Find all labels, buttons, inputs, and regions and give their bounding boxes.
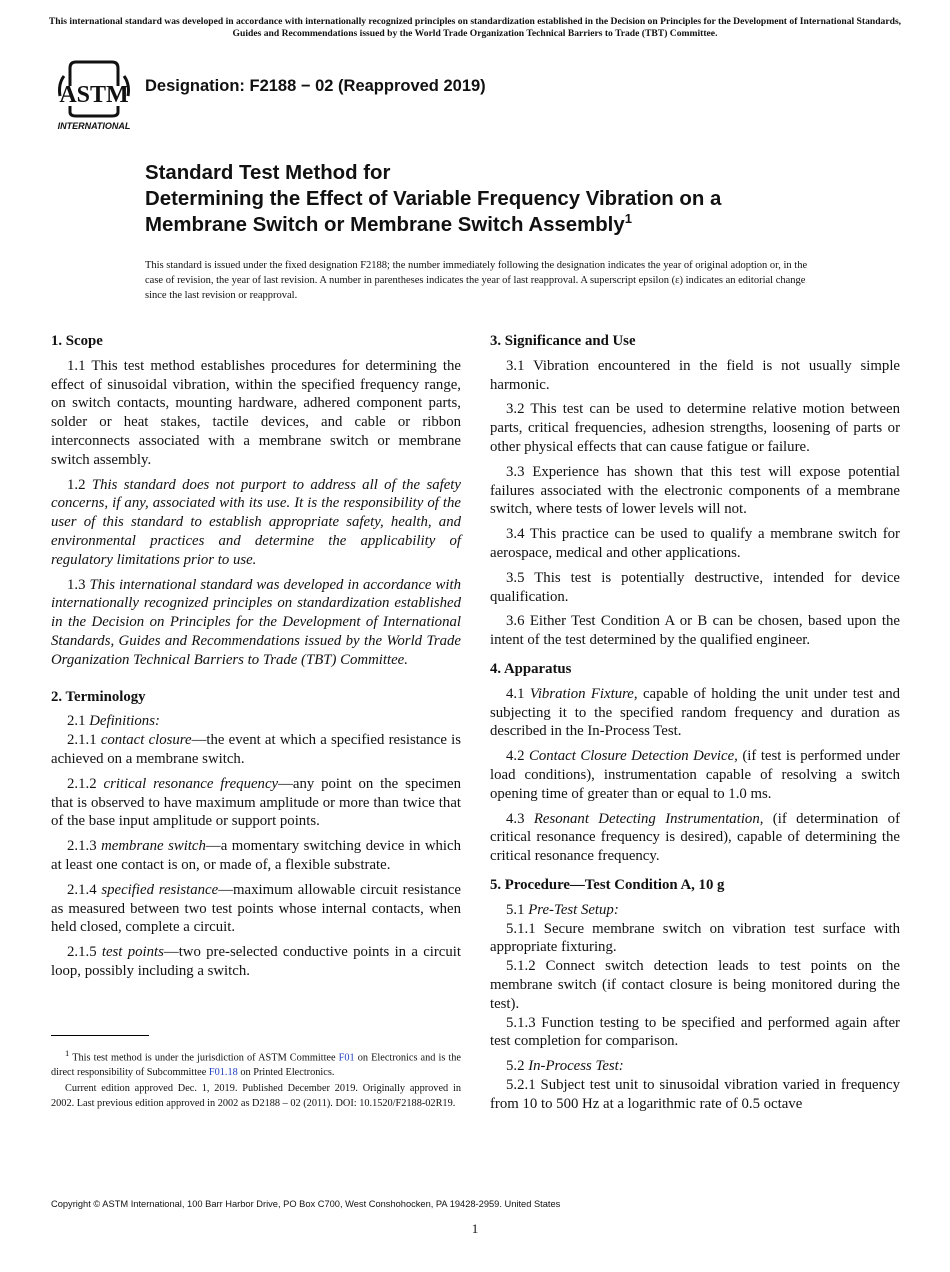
paragraph-text: Definitions: — [89, 713, 160, 730]
copyright-notice: Copyright © ASTM International, 100 Barr Harbor Drive, PO Box C700, West Conshohocken, PA 19428-2959. United States — [51, 1199, 561, 1209]
footnote-edition: Current edition approved Dec. 1, 2019. Published December 2019. Originally approved in 2002. Last previous edition approved in 2002 as D2188 – 02 (2011). DOI: 10.1520/F2188-02R19. — [51, 1083, 461, 1109]
paragraph-number: 2.1.1 — [67, 732, 97, 749]
footnote-mark: 1 — [65, 1048, 70, 1058]
designation: Designation: F2188 − 02 (Reapproved 2019) — [145, 77, 486, 95]
paragraph-number: 5.1 — [506, 901, 525, 918]
paragraph-1-3 — [51, 576, 461, 670]
paragraph-2-1 — [51, 712, 461, 731]
paragraph-4-2 — [490, 747, 900, 803]
definition-test-points — [51, 943, 461, 981]
paragraph-5-2-1: 5.2.1 Subject test unit to sinusoidal vibration varied in frequency from 10 to 500 Hz at a logarithmic rate of 0.5 octave — [490, 1076, 900, 1112]
footnote-text: on Electronics and is the direct responsibility of Subcommittee — [51, 1052, 462, 1078]
section-heading-scope: 1. Scope — [51, 333, 103, 349]
paragraph-number: 2.1.4 — [67, 881, 97, 898]
paragraph-text: Pre-Test Setup: — [528, 901, 619, 918]
logo-subtext: INTERNATIONAL — [57, 121, 131, 131]
title-line-2: Determining the Effect of Variable Frequency Vibration on a — [145, 188, 722, 210]
right-column — [490, 332, 900, 1119]
paragraph-4-1 — [490, 685, 900, 741]
paragraph-text: capable of holding the unit under test and subjecting it to the specified random frequency and duration as described in the In-Process Test. — [490, 685, 900, 740]
astm-logo — [52, 56, 136, 132]
paragraph-3-5: 3.5 This test is potentially destructive, intended for device qualification. — [490, 569, 900, 605]
paragraph-text: In-Process Test: — [528, 1058, 624, 1075]
paragraph-number: 1.2 — [67, 476, 86, 493]
definition-membrane-switch — [51, 837, 461, 875]
committee-link[interactable]: F01 — [338, 1052, 355, 1064]
paragraph-number: 4.1 — [506, 685, 525, 702]
footnote-text: This test method is under the jurisdiction of ASTM Committee — [72, 1052, 339, 1064]
definition-contact-closure — [51, 731, 461, 769]
paragraph-number: 1.3 — [67, 576, 86, 593]
paragraph-5-1 — [490, 901, 900, 920]
paragraph-3-2: 3.2 This test can be used to determine relative motion between parts, critical frequencies, adhesion strengths, loosening of parts or other physical effects that can cause fatigue or failure. — [490, 401, 900, 455]
paragraph-number: 4.3 — [506, 810, 525, 827]
term: Vibration Fixture, — [529, 685, 638, 702]
term: critical resonance frequency — [103, 775, 279, 792]
term: specified resistance — [101, 881, 219, 898]
paragraph-number: 4.2 — [506, 748, 525, 765]
paragraph-number: 2.1.5 — [67, 944, 97, 961]
definition-text: —a momentary switching device in which at least one contact is on, or made of, a flexible substrate. — [51, 838, 462, 873]
paragraph-3-6: 3.6 Either Test Condition A or B can be chosen, based upon the intent of the test determined by the qualified engineer. — [490, 613, 900, 649]
title-footnote-mark: 1 — [624, 211, 632, 227]
paragraph-text: This standard does not purport to address all of the safety concerns, if any, associated with its use. It is the responsibility of the user of this standard to establish appropriate safety, health, and environmental practices and determine the applicability of regulatory limitations prior to use. — [51, 476, 461, 568]
left-column — [51, 332, 461, 987]
paragraph-1-1: 1.1 This test method establishes procedures for determining the effect of sinusoidal vibration, within the specified frequency range, on switch contacts, mounting hardware, adhered component parts, solder or heat stakes, tactile devices, and cable or ribbon interconnects associated with a membrane switch or membrane switch assembly. — [51, 357, 461, 468]
title-line-3-text: Membrane Switch or Membrane Switch Assembly — [145, 214, 625, 236]
term: contact closure — [100, 732, 192, 749]
paragraph-number: 5.2 — [506, 1058, 525, 1075]
footnotes — [51, 1046, 461, 1113]
definition-text: —two pre-selected conductive points in a circuit loop, possibly including a switch. — [51, 944, 461, 979]
footnote-divider — [51, 1035, 149, 1036]
section-heading-procedure: 5. Procedure—Test Condition A, 10 g — [490, 876, 725, 893]
definition-specified-resistance — [51, 881, 461, 937]
issue-statement: This standard is issued under the fixed designation F2188; the number immediately following the designation indicates the year of original adoption or, in the case of revision, the year of last revision. A number in parentheses indicates the year of last reapproval. A superscript epsilon (ε) indicates an editorial change since the last revision or reapproval. — [145, 260, 808, 301]
section-heading-significance: 3. Significance and Use — [490, 333, 636, 349]
page-number: 1 — [471, 1221, 479, 1236]
paragraph-1-2 — [51, 476, 461, 570]
title-line-1: Standard Test Method for — [145, 162, 391, 184]
paragraph-number: 2.1.2 — [67, 775, 97, 792]
definition-text: —the event at which a specified resistance is achieved on a membrane switch. — [51, 732, 461, 767]
paragraph-5-1-1: 5.1.1 Secure membrane switch on vibration test surface with appropriate fixturing. — [490, 920, 900, 956]
footnote-text: on Printed Electronics. — [237, 1066, 335, 1078]
top-notice: This international standard was developed in accordance with internationally recognized principles on standardization established in the Decision on Principles for the Development of International Standards, Guides and Recommendations issued by the World Trade Organization Technical Barriers to Trade (TBT) Committee. — [48, 16, 902, 39]
paragraph-text: This international standard was developed in accordance with internationally recognized principles on standardization established in the Decision on Principles for the Development of International Standards, Guides and Recommendations issued by the World Trade Organization Technical Barriers to Trade (TBT) Committee. — [51, 576, 461, 668]
paragraph-3-3: 3.3 Experience has shown that this test will expose potential failures associated with the electronic components of a membrane switch, where tests of lower levels will not. — [490, 463, 900, 518]
paragraph-3-4: 3.4 This practice can be used to qualify a membrane switch for aerospace, medical and other applications. — [490, 526, 900, 561]
paragraph-5-1-3: 5.1.3 Function testing to be specified and performed again after test completion for comparison. — [490, 1014, 900, 1050]
subcommittee-link[interactable]: F01.18 — [208, 1066, 238, 1078]
term: Resonant Detecting Instrumentation, — [533, 810, 764, 827]
paragraph-4-3 — [490, 810, 900, 866]
term: membrane switch — [101, 838, 206, 855]
definition-text: —maximum allowable circuit resistance as measured between two test points whose internal contacts, when held closed, complete a circuit. — [51, 881, 461, 936]
term: Contact Closure Detection Device, — [528, 748, 738, 765]
title-line-3 — [145, 212, 865, 238]
term: test points — [101, 944, 164, 961]
paragraph-3-1: 3.1 Vibration encountered in the field is not usually simple harmonic. — [490, 357, 900, 393]
logo-text: ASTM — [59, 82, 129, 108]
definition-text: —any point on the specimen that is observed to have maximum amplitude or more than twice that of the base input amplitude or support points. — [51, 775, 461, 830]
paragraph-5-1-2: 5.1.2 Connect switch detection leads to test points on the membrane switch (if contact closure is being monitored during the test). — [490, 958, 900, 1012]
paragraph-text: (if test is performed under load conditions), instrumentation capable of resolving a switch opening time of greater than or equal to 1.0 ms. — [490, 748, 900, 802]
definition-critical-resonance-frequency — [51, 775, 461, 831]
paragraph-5-2 — [490, 1057, 900, 1076]
section-heading-terminology: 2. Terminology — [51, 688, 146, 705]
footnote-1 — [51, 1046, 461, 1080]
document-title — [145, 160, 865, 238]
paragraph-number: 2.1 — [67, 713, 86, 730]
paragraph-number: 2.1.3 — [67, 838, 97, 855]
section-heading-apparatus: 4. Apparatus — [490, 660, 572, 677]
paragraph-text: (if determination of critical resonance frequency is desired), capable of determining the critical resonance frequency. — [490, 810, 901, 865]
